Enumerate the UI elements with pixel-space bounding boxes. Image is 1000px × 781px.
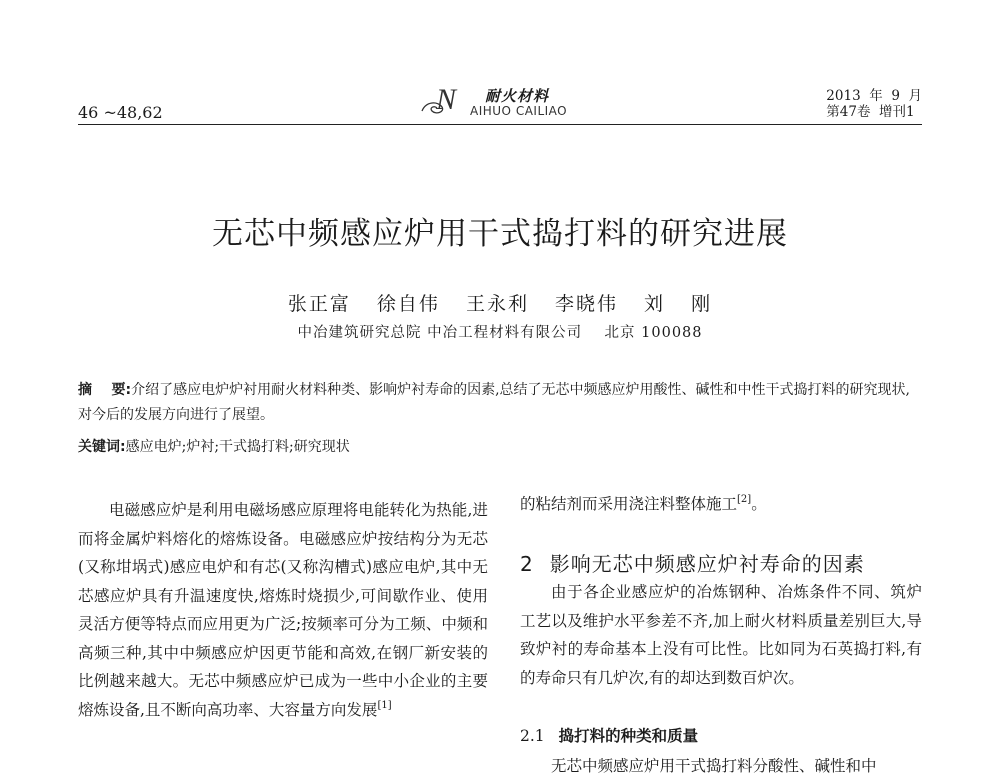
header-rule bbox=[78, 124, 922, 125]
intro-text: 电磁感应炉是利用电磁场感应原理将电能转化为热能,进而将金属炉料熔化的熔炼设备。电磁感应炉按结构分为无芯(又称坩埚式)感应电炉和有芯(又称沟槽式)感应电炉,其中无芯感应炉具有升温速度快,熔炼时烧损少,可间歇作业、使用灵活方便等特点而应用更为广泛;按频率可分为工频、中频和高频三种,其中中频感应炉因更节能和高效,在钢厂新安装的比例越来越大。无芯中频感应炉已成为一些中小企业的主要熔炼设备,且不断向高功率、大容量方向发展 bbox=[78, 501, 488, 719]
journal-logo bbox=[420, 83, 580, 123]
citation-ref: [2] bbox=[737, 494, 752, 505]
continued-text: 的粘结剂而采用浇注料整体施工 bbox=[520, 495, 738, 513]
section-title: 影响无芯中频感应炉衬寿命的因素 bbox=[549, 552, 865, 576]
subsection-number: 2.1 bbox=[520, 727, 545, 745]
keywords-text: 感应电炉;炉衬;干式捣打料;研究现状 bbox=[125, 439, 350, 455]
logo-letter-n: N bbox=[436, 83, 457, 116]
journal-name-cn: 耐火材料 bbox=[485, 87, 550, 105]
continued-end: 。 bbox=[751, 495, 767, 513]
article-title: 无芯中频感应炉用干式捣打料的研究进展 bbox=[212, 216, 788, 252]
issue-date: 2013 年 9 月 bbox=[826, 88, 922, 104]
section-heading bbox=[520, 548, 865, 577]
section-number: 2 bbox=[520, 552, 534, 576]
issue-volume: 第47卷 增刊1 bbox=[826, 104, 915, 120]
abstract bbox=[78, 378, 923, 428]
continued-paragraph bbox=[520, 490, 922, 519]
citation-ref: [1] bbox=[377, 699, 392, 711]
keywords-label: 关键词: bbox=[78, 439, 126, 455]
journal-name-en: AIHUO CAILIAO bbox=[470, 104, 568, 118]
abstract-label: 摘 要: bbox=[78, 382, 132, 398]
affiliation: 中冶建筑研究总院 中冶工程材料有限公司 北京 100088 bbox=[297, 325, 703, 341]
page-range: 46 ~48,62 bbox=[78, 103, 163, 122]
issue-info bbox=[826, 88, 922, 120]
subsection-title: 捣打料的种类和质量 bbox=[558, 727, 699, 745]
section-paragraph: 由于各企业感应炉的冶炼钢种、冶炼条件不同、筑炉工艺以及维护水平参差不齐,加上耐火材料质量差别巨大,导致炉衬的寿命基本上没有可比性。比如同为石英捣打料,有的寿命只有几炉次,有的却达到数百炉次。 bbox=[520, 583, 922, 687]
subsection-heading bbox=[520, 724, 698, 746]
keywords bbox=[78, 436, 923, 456]
abstract-text: 介绍了感应电炉炉衬用耐火材料种类、影响炉衬寿命的因素,总结了无芯中频感应炉用酸性、碱性和中性干式捣打料的研究现状,对今后的发展方向进行了展望。 bbox=[78, 382, 911, 423]
intro-paragraph bbox=[78, 496, 488, 724]
author-list: 张正富 徐自伟 王永利 李晓伟 刘 刚 bbox=[287, 293, 713, 315]
subsection-paragraph: 无芯中频感应炉用干式捣打料分酸性、碱性和中 bbox=[551, 757, 877, 775]
